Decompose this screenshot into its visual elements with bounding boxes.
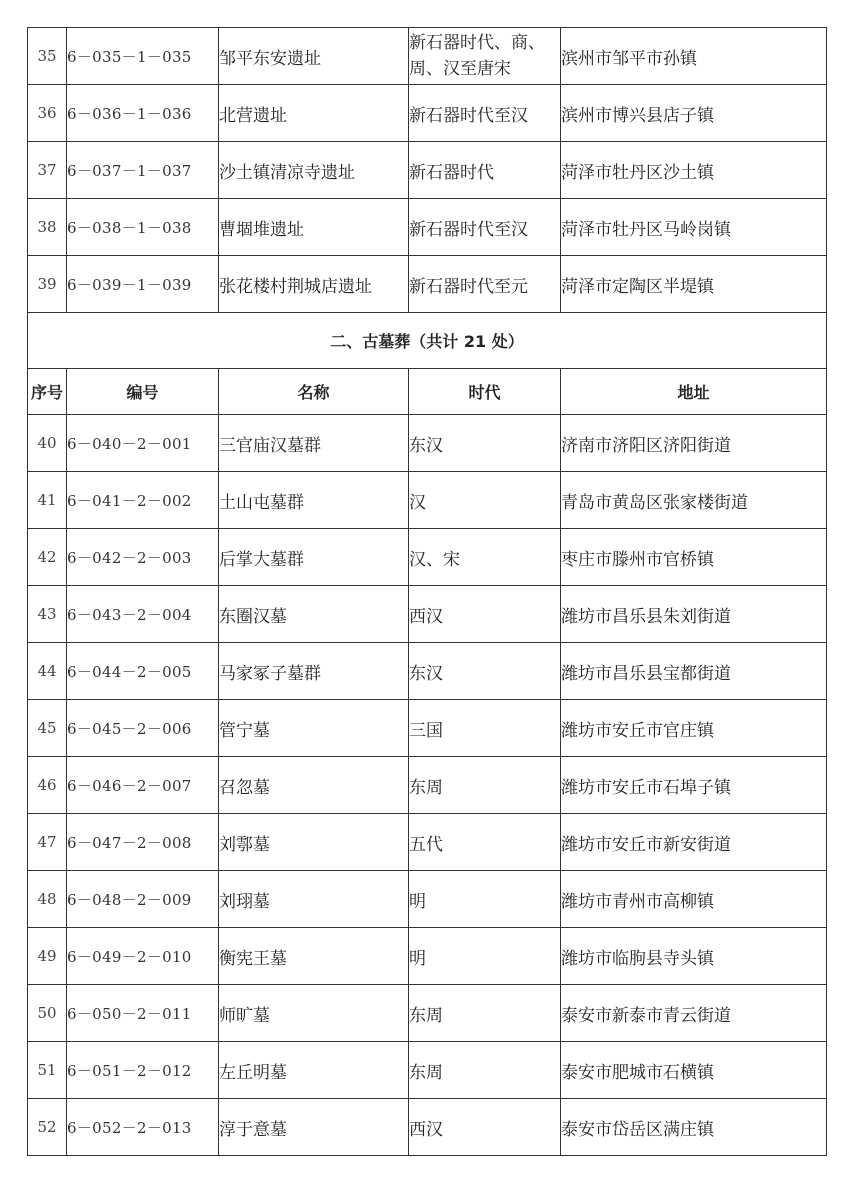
name-cell: 衡宪王墓 xyxy=(219,928,409,985)
address-cell: 潍坊市安丘市石埠子镇 xyxy=(561,757,827,814)
table-row xyxy=(28,985,827,1042)
table-row xyxy=(28,472,827,529)
era-cell: 新石器时代、商、周、汉至唐宋 xyxy=(409,28,561,85)
address-cell: 青岛市黄岛区张家楼街道 xyxy=(561,472,827,529)
address-cell: 潍坊市昌乐县宝都街道 xyxy=(561,643,827,700)
address-cell: 潍坊市昌乐县朱刘街道 xyxy=(561,586,827,643)
era-cell: 明 xyxy=(409,928,561,985)
name-cell: 东圈汉墓 xyxy=(219,586,409,643)
name-cell: 师旷墓 xyxy=(219,985,409,1042)
serial-number-cell: 48 xyxy=(28,871,67,928)
address-cell: 潍坊市安丘市官庄镇 xyxy=(561,700,827,757)
name-cell: 左丘明墓 xyxy=(219,1042,409,1099)
code-cell: 6－036－1－036 xyxy=(67,85,219,142)
name-cell: 北营遗址 xyxy=(219,85,409,142)
address-cell: 泰安市肥城市石横镇 xyxy=(561,1042,827,1099)
table-row xyxy=(28,928,827,985)
name-cell: 后掌大墓群 xyxy=(219,529,409,586)
code-cell: 6－052－2－013 xyxy=(67,1099,219,1156)
table-row xyxy=(28,643,827,700)
era-cell: 新石器时代至汉 xyxy=(409,85,561,142)
address-cell: 滨州市邹平市孙镇 xyxy=(561,28,827,85)
address-cell: 滨州市博兴县店子镇 xyxy=(561,85,827,142)
name-cell: 张花楼村荆城店遗址 xyxy=(219,256,409,313)
code-cell: 6－050－2－011 xyxy=(67,985,219,1042)
address-cell: 潍坊市安丘市新安街道 xyxy=(561,814,827,871)
table-row xyxy=(28,529,827,586)
serial-number-cell: 50 xyxy=(28,985,67,1042)
era-cell: 新石器时代至汉 xyxy=(409,199,561,256)
era-cell: 汉、宋 xyxy=(409,529,561,586)
address-cell: 枣庄市滕州市官桥镇 xyxy=(561,529,827,586)
name-cell: 召忽墓 xyxy=(219,757,409,814)
serial-number-cell: 37 xyxy=(28,142,67,199)
section-title: 二、古墓葬（共计 21 处） xyxy=(28,313,827,369)
serial-number-cell: 47 xyxy=(28,814,67,871)
header-address: 地址 xyxy=(561,369,827,415)
code-cell: 6－051－2－012 xyxy=(67,1042,219,1099)
code-cell: 6－042－2－003 xyxy=(67,529,219,586)
table-row xyxy=(28,586,827,643)
era-cell: 东汉 xyxy=(409,415,561,472)
code-cell: 6－041－2－002 xyxy=(67,472,219,529)
table-row xyxy=(28,757,827,814)
era-cell: 东周 xyxy=(409,1042,561,1099)
table-row xyxy=(28,814,827,871)
era-cell: 三国 xyxy=(409,700,561,757)
name-cell: 曹堌堆遗址 xyxy=(219,199,409,256)
table-row xyxy=(28,142,827,199)
era-cell: 西汉 xyxy=(409,1099,561,1156)
name-cell: 刘珝墓 xyxy=(219,871,409,928)
name-cell: 刘鄠墓 xyxy=(219,814,409,871)
serial-number-cell: 51 xyxy=(28,1042,67,1099)
address-cell: 菏泽市牡丹区沙土镇 xyxy=(561,142,827,199)
name-cell: 邹平东安遗址 xyxy=(219,28,409,85)
address-cell: 潍坊市青州市高柳镇 xyxy=(561,871,827,928)
era-cell: 东汉 xyxy=(409,643,561,700)
era-cell: 东周 xyxy=(409,985,561,1042)
serial-number-cell: 42 xyxy=(28,529,67,586)
table-row xyxy=(28,85,827,142)
serial-number-cell: 36 xyxy=(28,85,67,142)
era-cell: 东周 xyxy=(409,757,561,814)
address-cell: 泰安市新泰市青云街道 xyxy=(561,985,827,1042)
era-cell: 五代 xyxy=(409,814,561,871)
name-cell: 三官庙汉墓群 xyxy=(219,415,409,472)
column-header-row xyxy=(28,369,827,415)
serial-number-cell: 43 xyxy=(28,586,67,643)
serial-number-cell: 45 xyxy=(28,700,67,757)
serial-number-cell: 35 xyxy=(28,28,67,85)
table-row xyxy=(28,28,827,85)
table-row xyxy=(28,871,827,928)
era-cell: 西汉 xyxy=(409,586,561,643)
serial-number-cell: 40 xyxy=(28,415,67,472)
code-cell: 6－048－2－009 xyxy=(67,871,219,928)
header-serial-number: 序号 xyxy=(28,369,67,415)
code-cell: 6－045－2－006 xyxy=(67,700,219,757)
era-cell: 新石器时代至元 xyxy=(409,256,561,313)
serial-number-cell: 52 xyxy=(28,1099,67,1156)
serial-number-cell: 49 xyxy=(28,928,67,985)
address-cell: 泰安市岱岳区满庄镇 xyxy=(561,1099,827,1156)
code-cell: 6－049－2－010 xyxy=(67,928,219,985)
table-body-sites xyxy=(28,28,827,313)
code-cell: 6－047－2－008 xyxy=(67,814,219,871)
serial-number-cell: 44 xyxy=(28,643,67,700)
address-cell: 潍坊市临朐县寺头镇 xyxy=(561,928,827,985)
code-cell: 6－038－1－038 xyxy=(67,199,219,256)
heritage-sites-table xyxy=(27,27,827,1156)
serial-number-cell: 46 xyxy=(28,757,67,814)
era-cell: 新石器时代 xyxy=(409,142,561,199)
address-cell: 济南市济阳区济阳街道 xyxy=(561,415,827,472)
code-cell: 6－040－2－001 xyxy=(67,415,219,472)
code-cell: 6－035－1－035 xyxy=(67,28,219,85)
header-code: 编号 xyxy=(67,369,219,415)
table-section-tombs xyxy=(28,313,827,415)
code-cell: 6－043－2－004 xyxy=(67,586,219,643)
table-row xyxy=(28,1042,827,1099)
code-cell: 6－039－1－039 xyxy=(67,256,219,313)
serial-number-cell: 41 xyxy=(28,472,67,529)
era-cell: 汉 xyxy=(409,472,561,529)
code-cell: 6－037－1－037 xyxy=(67,142,219,199)
code-cell: 6－046－2－007 xyxy=(67,757,219,814)
table-row xyxy=(28,700,827,757)
name-cell: 沙土镇清凉寺遗址 xyxy=(219,142,409,199)
section-heading-row xyxy=(28,313,827,369)
era-cell: 明 xyxy=(409,871,561,928)
name-cell: 土山屯墓群 xyxy=(219,472,409,529)
name-cell: 马家冢子墓群 xyxy=(219,643,409,700)
address-cell: 菏泽市定陶区半堤镇 xyxy=(561,256,827,313)
serial-number-cell: 39 xyxy=(28,256,67,313)
header-era: 时代 xyxy=(409,369,561,415)
name-cell: 淳于意墓 xyxy=(219,1099,409,1156)
address-cell: 菏泽市牡丹区马岭岗镇 xyxy=(561,199,827,256)
serial-number-cell: 38 xyxy=(28,199,67,256)
table-row xyxy=(28,256,827,313)
table-body-tombs xyxy=(28,415,827,1156)
name-cell: 管宁墓 xyxy=(219,700,409,757)
code-cell: 6－044－2－005 xyxy=(67,643,219,700)
header-name: 名称 xyxy=(219,369,409,415)
table-row xyxy=(28,415,827,472)
table-row xyxy=(28,1099,827,1156)
table-row xyxy=(28,199,827,256)
